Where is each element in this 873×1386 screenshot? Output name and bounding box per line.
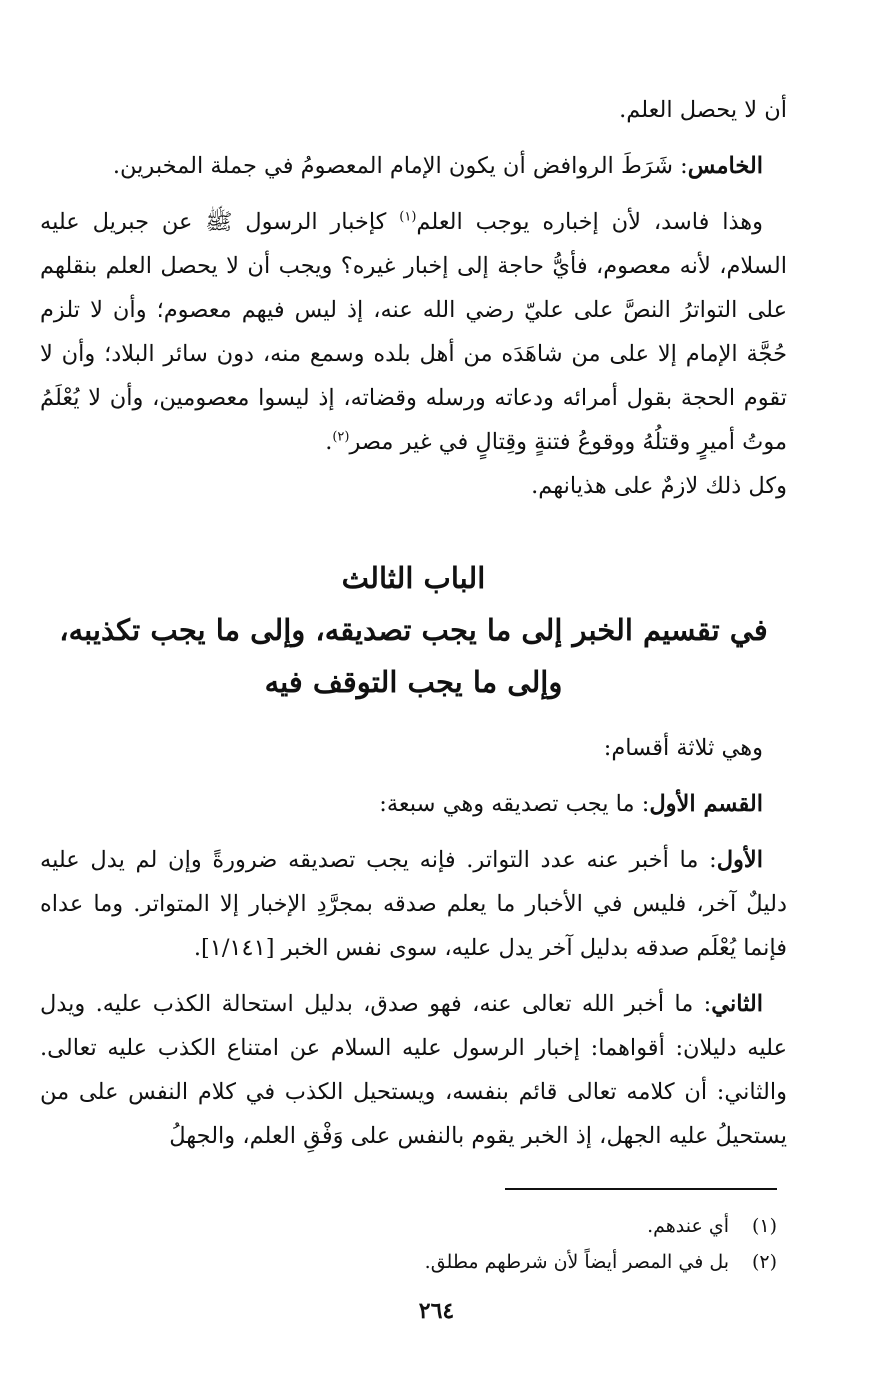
paragraph-text: : ما يجب تصديقه وهي سبعة: (379, 791, 650, 817)
paragraph-text: : شَرَطَ الروافض أن يكون الإمام المعصومُ في جملة المخبرين. (112, 153, 688, 179)
paragraph-conclusion: وكل ذلك لازمٌ على هذيانهم. (531, 473, 787, 499)
chapter-title: الباب الثالث (341, 561, 486, 595)
paragraph-intro: وهي ثلاثة أقسام: (603, 735, 763, 761)
footnote-text: بل في المصر أيضاً لأن شرطهم مطلق. (424, 1251, 729, 1273)
paragraph-first (40, 838, 787, 970)
footnote-ref-2: (٢) (332, 429, 350, 445)
footnote-text: أي عندهم. (647, 1215, 729, 1237)
footnote-ref-1: (١) (399, 209, 417, 225)
term-first: الأول (716, 847, 763, 873)
page-number: ٢٦٤ (418, 1298, 455, 1324)
footnote-2 (40, 1244, 777, 1280)
paragraph-text-b: كإخبار الرسول ﷺ عن جبريل عليه السلام، لأنه معصوم، فأيُّ حاجة إلى إخبار غيره؟ ويجب أن لا يحصل العلم بنقلهم على التواترُ النصَّ على عليّ رضي الله عنه، إذ ليس فيهم معصوم؛ وأن لا تلزم حُجَّة الإمام إلا على من شاهَدَه من أهل بلده وسمع منه، دون سائر البلاد؛ وأن لا تقوم الحجة بقول أمرائه ودعاته ورسله وقضاته، إذ ليسوا معصومين، وأن لا يُعْلَمُ موتُ أميرٍ وقتلُهُ ووقوعُ فتنةٍ وقِتالٍ في غير مصر (40, 209, 787, 455)
chapter-subtitle-line-2: وإلى ما يجب التوقف فيه (264, 665, 563, 699)
chapter-heading (40, 552, 787, 708)
paragraph-text: : ما أخبر الله تعالى عنه، فهو صدق، بدليل استحالة الكذب عليه. ويدل عليه دليلان: أقواهما: إخبار الرسول عليه السلام عن امتناع الكذب عليه تعالى. والثاني: أن كلامه تعالى قائم بنفسه، ويستحيل الكذب في كلام النفس على من يستحيلُ عليه الجهل، إذ الخبر يقوم بالنفس على وَفْقِ العلم، والجهلُ (40, 991, 787, 1149)
paragraph-text: : ما أخبر عنه عدد التواتر. فإنه يجب تصديقه ضرورةً وإن لم يدل عليه دليلٌ آخر، فليس في الأخبار ما يعلم صدقه بمجرَّدِ الإخبار إلا المتواتر. وما عداه فإنما يُعْلَم صدقه بدليل آخر يدل عليه، سوى نفس الخبر [١/١٤١]. (40, 847, 787, 961)
footnote-number: (١) (751, 1215, 777, 1237)
paragraph-refutation (40, 200, 787, 464)
term-part-one: القسم الأول (649, 791, 763, 817)
paragraph-text-c: . (325, 429, 333, 455)
paragraph-fifth-condition (40, 144, 787, 188)
paragraph-continuation: أن لا يحصل العلم. (619, 97, 787, 123)
footnote-1 (40, 1208, 777, 1244)
paragraph-part-one (40, 782, 787, 826)
footnote-number: (٢) (751, 1251, 777, 1273)
chapter-subtitle-line-1: في تقسيم الخبر إلى ما يجب تصديقه، وإلى ما يجب تكذيبه، (59, 613, 768, 647)
paragraph-second (40, 982, 787, 1158)
term-second: الثاني (711, 991, 763, 1017)
footnote-separator (505, 1188, 777, 1190)
paragraph-text-a: وهذا فاسد، لأن إخباره يوجب العلم (416, 209, 763, 235)
term-khamis: الخامس (687, 153, 763, 179)
footnotes (40, 1208, 777, 1280)
